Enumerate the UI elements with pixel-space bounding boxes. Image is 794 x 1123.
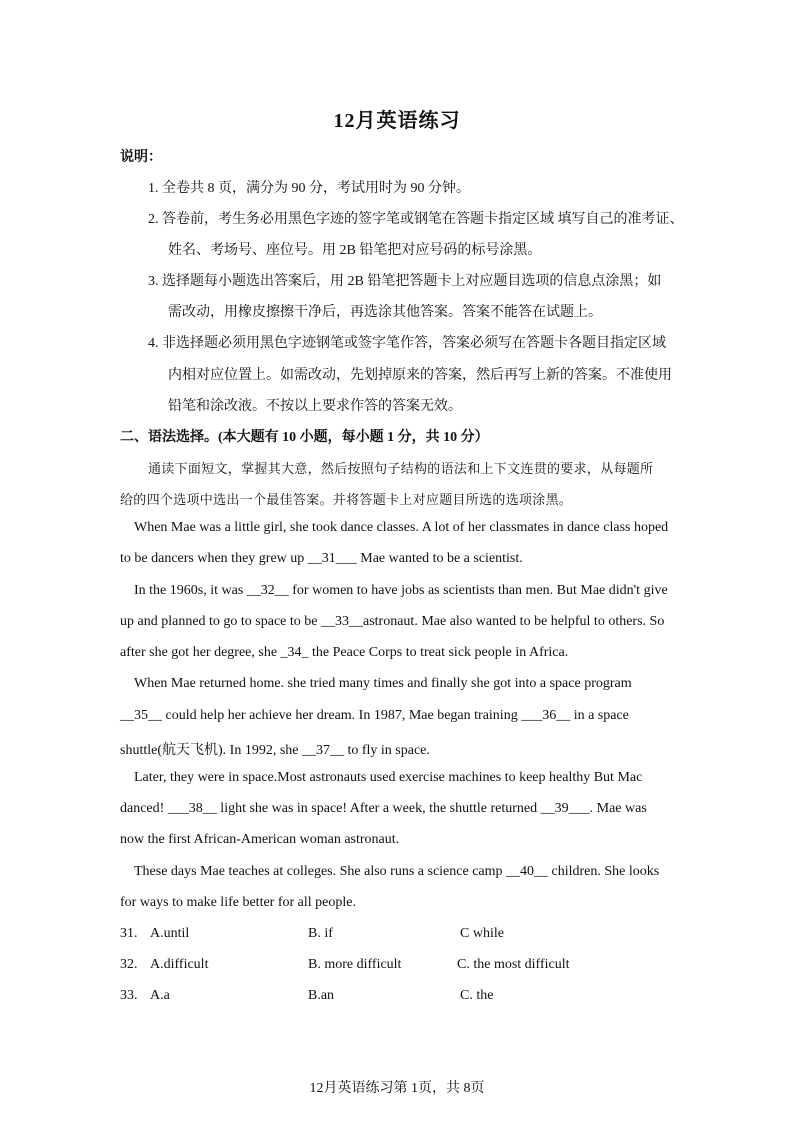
option-b: B. if — [308, 926, 333, 941]
option-c: C. the most difficult — [457, 957, 570, 972]
passage-p5-line-1: These days Mae teaches at colleges. She also runs a science camp __40__ children. She looks — [134, 864, 660, 879]
question-number: 33. — [120, 988, 138, 1003]
instruction-1-line-1: 1. 全卷共 8 页，满分为 90 分，考试用时为 90 分钟。 — [148, 181, 470, 196]
question-31 — [120, 926, 680, 946]
passage-p3-line-1: When Mae returned home. she tried many times and finally she got into a space program — [134, 676, 632, 691]
option-c: C. the — [460, 988, 494, 1003]
passage-p3-line-2: __35__ could help her achieve her dream. In 1987, Mae began training ___36__ in a space — [120, 708, 629, 723]
page-title: 12月英语练习 — [333, 110, 461, 132]
instruction-4-line-1: 4. 非选择题必须用黑色字迹钢笔或签字笔作答，答案必须写在答题卡各题目指定区域 — [148, 336, 666, 351]
instruction-3-line-1: 3. 选择题每小题选出答案后，用 2B 铅笔把答题卡上对应题目选项的信息点涂黑；如 — [148, 274, 662, 289]
passage-p4-line-2: danced! ___38__ light she was in space! After a week, the shuttle returned __39___. Mae was — [120, 801, 647, 816]
question-number: 31. — [120, 926, 138, 941]
instruction-4-line-2: 内相对应位置上。如需改动，先划掉原来的答案，然后再写上新的答案。不准使用 — [168, 368, 672, 383]
question-32 — [120, 957, 680, 977]
section-directions-line-2: 给的四个选项中选出一个最佳答案。并将答题卡上对应题目所选的选项涂黑。 — [120, 492, 573, 507]
option-c: C while — [460, 926, 504, 941]
passage-p2-line-3: after she got her degree, she _34_ the Peace Corps to treat sick people in Africa. — [120, 645, 569, 660]
section-heading: 二、语法选择。(本大题有 10 小题，每小题 1 分，共 10 分） — [120, 430, 489, 445]
passage-p4-line-1: Later, they were in space.Most astronauts used exercise machines to keep healthy But Mac — [134, 770, 643, 785]
passage-p3-line-3: shuttle(航天飞机). In 1992, she __37__ to fly in space. — [120, 743, 430, 758]
passage-p4-line-3: now the first African-American woman astronaut. — [120, 832, 400, 847]
passage-p5-line-2: for ways to make life better for all people. — [120, 895, 356, 910]
option-a: A.a — [150, 988, 170, 1003]
passage-p1-line-2: to be dancers when they grew up __31___ Mae wanted to be a scientist. — [120, 551, 523, 566]
option-a: A.difficult — [150, 957, 209, 972]
option-b: B.an — [308, 988, 335, 1003]
option-a: A.until — [150, 926, 190, 941]
page-footer: 12月英语练习第 1页，共 8页 — [309, 1081, 485, 1096]
option-b: B. more difficult — [308, 957, 402, 972]
instruction-2-line-1: 2. 答卷前，考生务必用黑色字迹的签字笔或钢笔在答题卡指定区域 填写自己的准考证、 — [148, 212, 684, 227]
passage-p2-line-1: In the 1960s, it was __32__ for women to have jobs as scientists than men. But Mae didn't give — [134, 583, 668, 598]
instruction-3-line-2: 需改动，用橡皮擦擦干净后，再选涂其他答案。答案不能答在试题上。 — [168, 305, 602, 320]
question-33 — [120, 988, 680, 1008]
instruction-4-line-3: 铅笔和涂改液。不按以上要求作答的答案无效。 — [168, 399, 462, 414]
question-number: 32. — [120, 957, 138, 972]
passage-p1-line-1: When Mae was a little girl, she took dance classes. A lot of her classmates in dance class hoped — [134, 520, 669, 535]
instructions-heading: 说明： — [120, 150, 162, 165]
instruction-2-line-2: 姓名、考场号、座位号。用 2B 铅笔把对应号码的标号涂黑。 — [168, 243, 542, 258]
section-directions-line-1: 通读下面短文，掌握其大意，然后按照句子结构的语法和上下文连贯的要求，从每题所 — [148, 461, 654, 476]
passage-p2-line-2: up and planned to go to space to be __33__astronaut. Mae also wanted to be helpful to others. So — [120, 614, 665, 629]
